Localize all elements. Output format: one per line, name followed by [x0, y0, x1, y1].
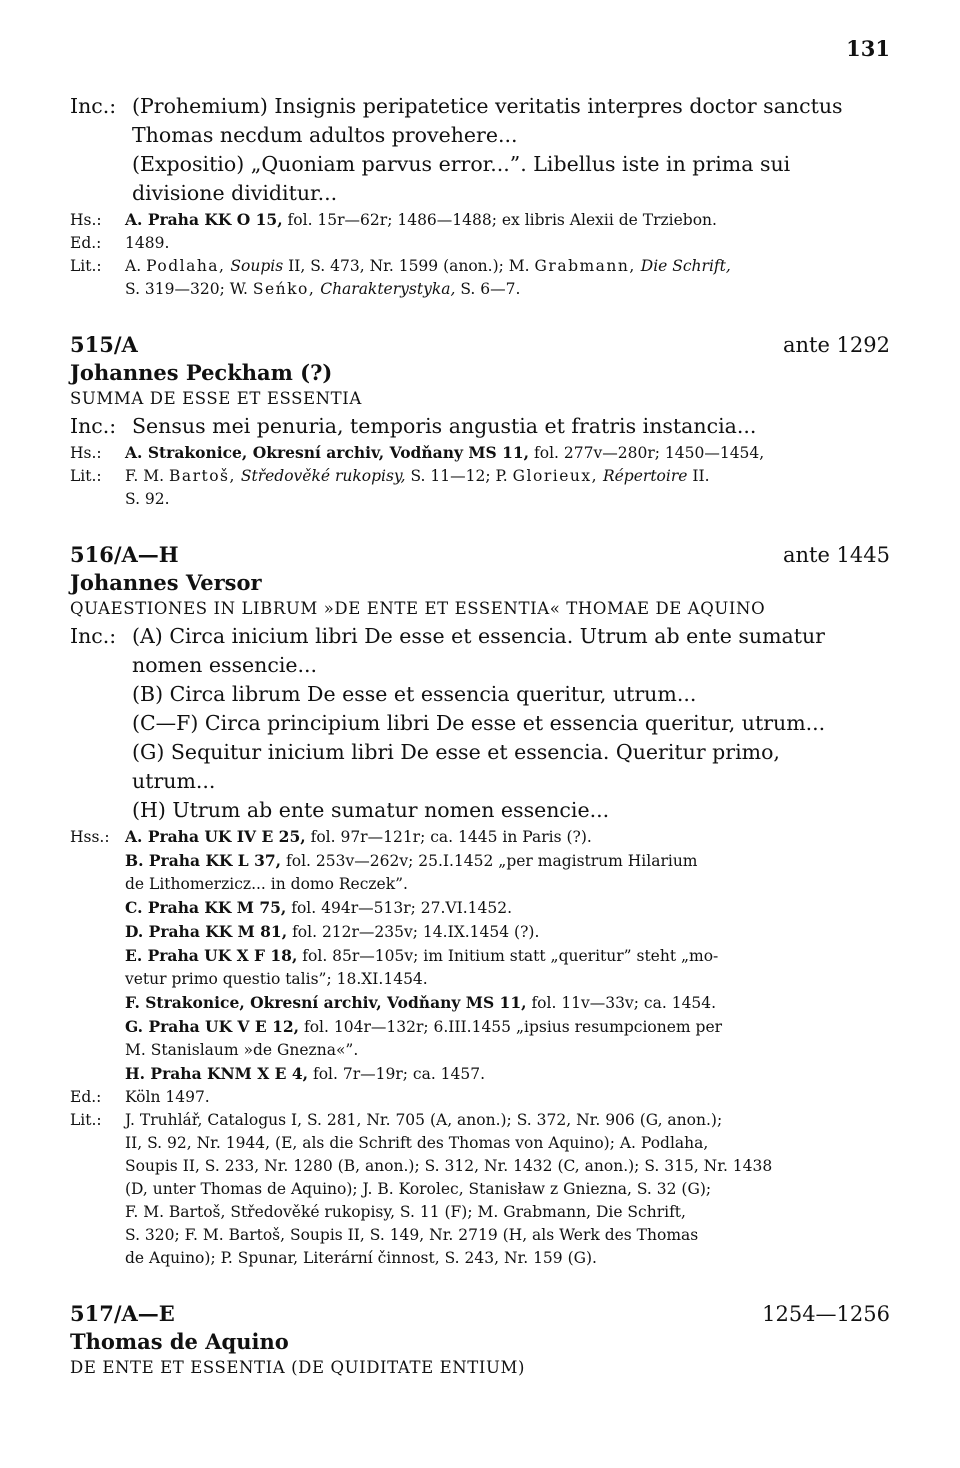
- lit-line: (D, unter Thomas de Aquino); J. B. Korolec, Stanisław z Gniezna, S. 32 (G);: [125, 1180, 712, 1198]
- inc-line: divisione dividitur...: [132, 181, 338, 205]
- manuscript-item: H. Praha KNM X E 4, fol. 7r—19r; ca. 1457.: [125, 1064, 486, 1083]
- entry-date: ante 1445: [782, 543, 890, 567]
- top-ed: [70, 232, 890, 255]
- top-hs: [70, 208, 890, 232]
- entry-number: 517/A—E: [70, 1301, 175, 1326]
- entry-517: [70, 1300, 890, 1381]
- inc-line: (B) Circa librum De esse et essencia queritur, utrum...: [132, 682, 697, 706]
- lit-label: Lit.:: [70, 1111, 102, 1129]
- inc-line: nomen essencie...: [132, 653, 318, 677]
- entry-header: [70, 541, 890, 569]
- inc-line: (G) Sequitur inicium libri De esse et essencia. Queritur primo,: [132, 740, 780, 764]
- entry-lit: [70, 465, 890, 511]
- inc-line: Thomas necdum adultos provehere...: [132, 123, 518, 147]
- inc-line: (A) Circa inicium libri De esse et essencia. Utrum ab ente sumatur: [132, 624, 825, 648]
- hs-label: Hs.:: [70, 211, 102, 229]
- hs-details: fol. 15r—62r; 1486—1488; ex libris Alexii de Trziebon.: [287, 211, 717, 229]
- lit-label: Lit.:: [70, 257, 102, 275]
- hs-text: [125, 208, 890, 232]
- entry-number: 515/A: [70, 332, 138, 357]
- manuscript-item: B. Praha KK L 37, fol. 253v—262v; 25.I.1452 „per magistrum Hilarium de Lithomerzicz... in domo Reczek”.: [125, 851, 698, 893]
- ed-label: Ed.:: [70, 1088, 102, 1106]
- inc-line: (C—F) Circa principium libri De esse et essencia queritur, utrum...: [132, 711, 826, 735]
- inc-label: Inc.:: [70, 624, 117, 648]
- ed-text: 1489.: [125, 234, 170, 252]
- inc-label: Inc.:: [70, 414, 117, 438]
- manuscript-item: D. Praha KK M 81, fol. 212r—235v; 14.IX.1454 (?).: [125, 922, 540, 941]
- inc-line: (Expositio) „Quoniam parvus error...”. Libellus iste in prima sui: [132, 152, 791, 176]
- hs-shelfmark: A. Praha KK O 15,: [125, 210, 283, 229]
- lit-text: F. M. Bartoš, Středověké rukopisy, S. 11—12; P. Glorieux, Répertoire II. S. 92.: [125, 467, 710, 508]
- entry-title: DE ENTE ET ESSENTIA (DE QUIDITATE ENTIUM): [70, 1358, 526, 1377]
- hs-text: A. Strakonice, Okresní archiv, Vodňany MS 11, fol. 277v—280r; 1450—1454,: [125, 443, 765, 462]
- manuscript-item: E. Praha UK X F 18, fol. 85r—105v; im Initium statt „queritur” steht „mo- vetur primo questio talis”; 18.XI.1454.: [125, 946, 719, 988]
- lit-text: [125, 1109, 890, 1270]
- lit-label: Lit.:: [70, 467, 102, 485]
- lit-line: Soupis II, S. 233, Nr. 1280 (B, anon.); S. 312, Nr. 1432 (C, anon.); S. 315, Nr. 1438: [125, 1157, 773, 1175]
- inc-text: [132, 622, 890, 825]
- inc-line: utrum...: [132, 769, 216, 793]
- hs-label: Hs.:: [70, 444, 102, 462]
- entry-title: SUMMA DE ESSE ET ESSENTIA: [70, 389, 362, 408]
- top-inc: [70, 92, 890, 208]
- entry-inc: [70, 412, 890, 441]
- entry-515: [70, 331, 890, 511]
- inc-label: Inc.:: [70, 94, 117, 118]
- entry-hs: [70, 441, 890, 465]
- lit-line: S. 319—320; W. Seńko, Charakterystyka, S. 6—7.: [125, 280, 521, 298]
- entry-title: QUAESTIONES IN LIBRUM »DE ENTE ET ESSENTIA« THOMAE DE AQUINO: [70, 599, 766, 618]
- entry-author: Thomas de Aquino: [70, 1329, 289, 1354]
- entry-number: 516/A—H: [70, 542, 179, 567]
- page-number: 131: [846, 36, 890, 61]
- page-content: [70, 92, 890, 1381]
- entry-inc: [70, 622, 890, 825]
- inc-text: [132, 92, 890, 208]
- ed-label: Ed.:: [70, 234, 102, 252]
- ed-text: Köln 1497.: [125, 1088, 210, 1106]
- manuscript-item: G. Praha UK V E 12, fol. 104r—132r; 6.III.1455 „ipsius resumpcionem per M. Stanislaum »de Gnezna«”.: [125, 1017, 723, 1059]
- manuscript-item: A. Praha UK IV E 25, fol. 97r—121r; ca. 1445 in Paris (?).: [125, 827, 592, 846]
- entry-ed: [70, 1086, 890, 1109]
- manuscript-item: C. Praha KK M 75, fol. 494r—513r; 27.VI.1452.: [125, 898, 513, 917]
- entry-author: Johannes Peckham (?): [70, 360, 333, 385]
- hss-list: [125, 825, 890, 1086]
- lit-line: A. Podlaha, Soupis II, S. 473, Nr. 1599 (anon.); M. Grabmann, Die Schrift,: [125, 257, 731, 275]
- inc-line: (Prohemium) Insignis peripatetice veritatis interpres doctor sanctus: [132, 94, 843, 118]
- lit-line: J. Truhlář, Catalogus I, S. 281, Nr. 705 (A, anon.); S. 372, Nr. 906 (G, anon.);: [125, 1111, 723, 1129]
- entry-516: [70, 541, 890, 1270]
- entry-header: [70, 1300, 890, 1328]
- entry-header: [70, 331, 890, 359]
- entry-lit: [70, 1109, 890, 1270]
- inc-line: (H) Utrum ab ente sumatur nomen essencie...: [132, 798, 610, 822]
- lit-line: de Aquino); P. Spunar, Literární činnost, S. 243, Nr. 159 (G).: [125, 1249, 597, 1267]
- top-lit: [70, 255, 890, 301]
- entry-date: 1254—1256: [762, 1302, 890, 1326]
- inc-text: Sensus mei penuria, temporis angustia et fratris instancia...: [132, 414, 757, 438]
- top-block: [70, 92, 890, 301]
- lit-line: F. M. Bartoš, Středověké rukopisy, S. 11 (F); M. Grabmann, Die Schrift,: [125, 1203, 686, 1221]
- lit-line: II, S. 92, Nr. 1944, (E, als die Schrift des Thomas von Aquino); A. Podlaha,: [125, 1134, 709, 1152]
- entry-author: Johannes Versor: [70, 570, 262, 595]
- lit-text: [125, 255, 890, 301]
- entry-date: ante 1292: [782, 333, 890, 357]
- entry-hss: [70, 825, 890, 1086]
- manuscript-item: F. Strakonice, Okresní archiv, Vodňany MS 11, fol. 11v—33v; ca. 1454.: [125, 993, 717, 1012]
- lit-line: S. 320; F. M. Bartoš, Soupis II, S. 149, Nr. 2719 (H, als Werk des Thomas: [125, 1226, 699, 1244]
- hss-label: Hss.:: [70, 828, 110, 846]
